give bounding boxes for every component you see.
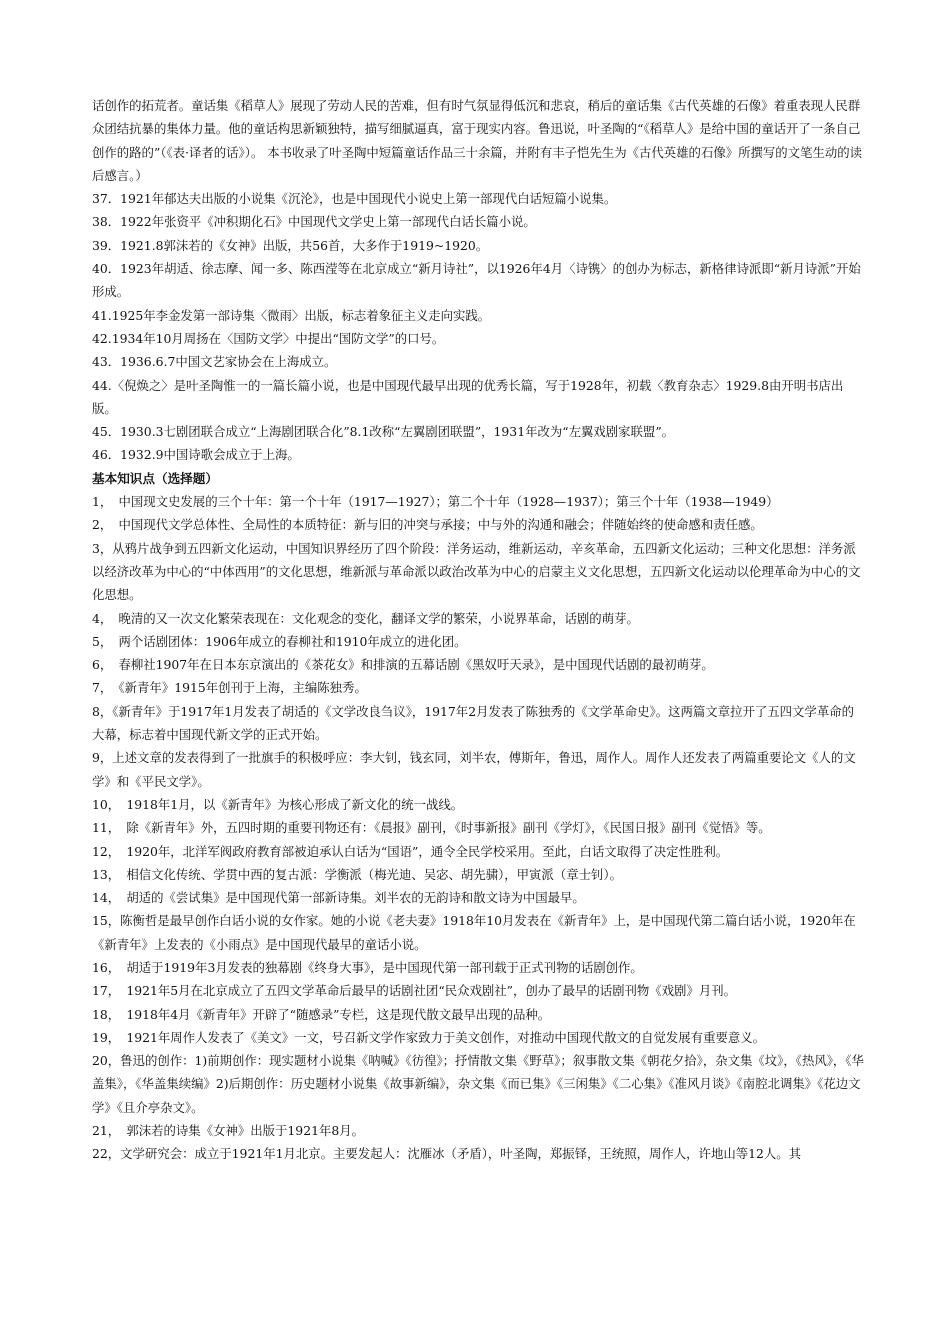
knowledge-point-1: 1， 中国现文史发展的三个十年：第一个十年（1917—1927）；第二个十年（1928—1937）；第三个十年（1938—1949）: [92, 494, 779, 510]
knowledge-point-14: 14， 胡适的《尝试集》是中国现代第一部新诗集。刘半农的无韵诗和散文诗为中国最早。: [92, 890, 585, 906]
paragraph-item-42: 42.1934年10月周扬在〈国防文学〉中提出“国防文学”的口号。: [92, 330, 445, 346]
knowledge-point-8: 8，《新青年》于1917年1月发表了胡适的《文学改良刍议》，1917年2月发表了陈独秀的《文学革命史》。这两篇文章拉开了五四文学革命的大幕，标志着中国现代新文学的正式开始。: [92, 703, 854, 743]
knowledge-point-20: 20，鲁迅的创作：1)前期创作：现实题材小说集《呐喊》《彷徨》；抒情散文集《野草》；叙事散文集《朝花夕拾》，杂文集《坟》，《热风》，《华盖集》，《华盖集续编》2)后期创作：历史题材小说集《故事新编》，杂文集《而已集》《三闲集》《二心集》《准风月谈》《南腔北调集》《花边文学》《且介亭杂文》。: [92, 1053, 864, 1115]
paragraph-item-37: 37．1921年郁达夫出版的小说集《沉沦》，也是中国现代小说史上第一部现代白话短篇小说集。: [92, 191, 617, 207]
knowledge-point-5: 5， 两个话剧团体：1906年成立的春柳社和1910年成立的进化团。: [92, 633, 467, 649]
knowledge-point-7: 7， 《新青年》1915年创刊于上海，主编陈独秀。: [92, 680, 367, 696]
paragraph-item-40: 40．1923年胡适、徐志摩、闻一多、陈西滢等在北京成立“新月诗社”，以1926年4月〈诗镌〉的创办为标志，新格律诗派即“新月诗派”开始形成。: [92, 261, 861, 300]
paragraph-item-41: 41.1925年李金发第一部诗集〈微雨〉出版，标志着象征主义走向实践。: [92, 307, 491, 323]
text-block-knowledge-points: [92, 490, 864, 1166]
section-heading: 基本知识点（选择题）: [92, 470, 218, 486]
knowledge-point-11: 11， 除《新青年》外，五四时期的重要刊物还有：《晨报》副刊，《时事新报》副刊《学灯》，《民国日报》副刊《觉悟》等。: [92, 820, 771, 836]
knowledge-point-10: 10， 1918年1月，以《新青年》为核心形成了新文化的统一战线。: [92, 796, 464, 812]
paragraph-item-45: 45．1930.3七剧团联合成立“上海剧团联合化”8.1改称“左翼剧团联盟”，1931年改为“左翼戏剧家联盟”。: [92, 424, 675, 440]
knowledge-point-17: 17， 1921年5月在北京成立了五四文学革命后最早的话剧社团“民众戏剧社”，创办了最早的话剧刊物《戏剧》月刊。: [92, 983, 737, 999]
paragraph-item-43: 43．1936.6.7中国文艺家协会在上海成立。: [92, 354, 337, 370]
knowledge-point-22: 22，文学研究会：成立于1921年1月北京。主要发起人：沈雁冰（矛盾），叶圣陶，郑振铎，王统照，周作人，许地山等12人。其: [92, 1146, 802, 1162]
paragraph-item-38: 38．1922年张资平《冲积期化石》中国现代文学史上第一部现代白话长篇小说。: [92, 214, 536, 230]
knowledge-point-18: 18， 1918年4月《新青年》开辟了“随感录”专栏，这是现代散文最早出现的品种。: [92, 1006, 551, 1022]
knowledge-point-21: 21， 郭沫若的诗集《女神》出版于1921年8月。: [92, 1123, 365, 1139]
knowledge-point-4: 4， 晚清的又一次文化繁荣表现在：文化观念的变化，翻译文学的繁荣，小说界革命，话剧的萌芽。: [92, 610, 639, 626]
knowledge-point-13: 13， 相信文化传统、学贯中西的复古派：学衡派（梅光迪、吴宓、胡先骕），甲寅派（章士钊）。: [92, 866, 622, 882]
paragraph-item-39: 39．1921.8郭沫若的《女神》出版，共56首，大多作于1919~1920。: [92, 237, 489, 253]
knowledge-point-16: 16， 胡适于1919年3月发表的独幕剧《终身大事》，是中国现代第一部刊载于正式刊物的话剧创作。: [92, 959, 643, 975]
paragraph-continued-intro: 话创作的拓荒者。童话集《稻草人》展现了劳动人民的苦难，但有时气氛显得低沉和悲哀，稍后的童话集《古代英雄的石像》着重表现人民群众团结抗暴的集体力量。他的童话构思新颖独特，描写细腻逼真，富于现实内容。鲁迅说，叶圣陶的“《稻草人》是给中国的童话开了一条自己创作的路的”（《表·译者的话》）。 本书收录了叶圣陶中短篇童话作品三十余篇，并附有丰子恺先生为《古代英雄的石像》所撰写的文笔生动的读后感言。）: [92, 98, 863, 183]
paragraph-item-44: 44.〈倪焕之〉是叶圣陶惟一的一篇长篇小说，也是中国现代最早出现的优秀长篇，写于1928年，初载〈教育杂志〉1929.8由开明书店出版。: [92, 377, 844, 416]
knowledge-point-15: 15，陈衡哲是最早创作白话小说的女作家。她的小说《老夫妻》1918年10月发表在《新青年》上，是中国现代第二篇白话小说，1920年在《新青年》上发表的《小雨点》是中国现代最早的童话小说。: [92, 913, 856, 952]
knowledge-point-2: 2， 中国现代文学总体性、全局性的本质特征：新与旧的冲突与承接；中与外的沟通和融会；伴随始终的使命感和责任感。: [92, 517, 763, 533]
knowledge-point-3: 3，从鸦片战争到五四新文化运动，中国知识界经历了四个阶段：洋务运动，维新运动，辛亥革命，五四新文化运动；三种文化思想：洋务派以经济改革为中心的“中体西用”的文化思想，维新派与革命派以政治改革为中心的启蒙主义文化思想，五四新文化运动以伦理革命为中心的文化思想。: [92, 540, 861, 603]
knowledge-point-9: 9，上述文章的发表得到了一批旗手的积极呼应：李大钊，钱玄同，刘半农，傅斯年，鲁迅，周作人。周作人还发表了两篇重要论文《人的文学》和《平民文学》。: [92, 750, 856, 789]
knowledge-point-6: 6， 春柳社1907年在日本东京演出的《茶花女》和排演的五幕话剧《黑奴吁天录》，是中国现代话剧的最初萌芽。: [92, 657, 714, 673]
text-block-top: [92, 94, 864, 467]
knowledge-point-19: 19， 1921年周作人发表了《美文》一文，号召新文学作家致力于美文创作，对推动中国现代散文的自觉发展有重要意义。: [92, 1029, 766, 1045]
knowledge-point-12: 12， 1920年，北洋军阀政府教育部被迫承认白话为“国语”，通令全民学校采用。至此，白话文取得了决定性胜利。: [92, 843, 729, 859]
paragraph-item-46: 46．1932.9中国诗歌会成立于上海。: [92, 447, 300, 463]
